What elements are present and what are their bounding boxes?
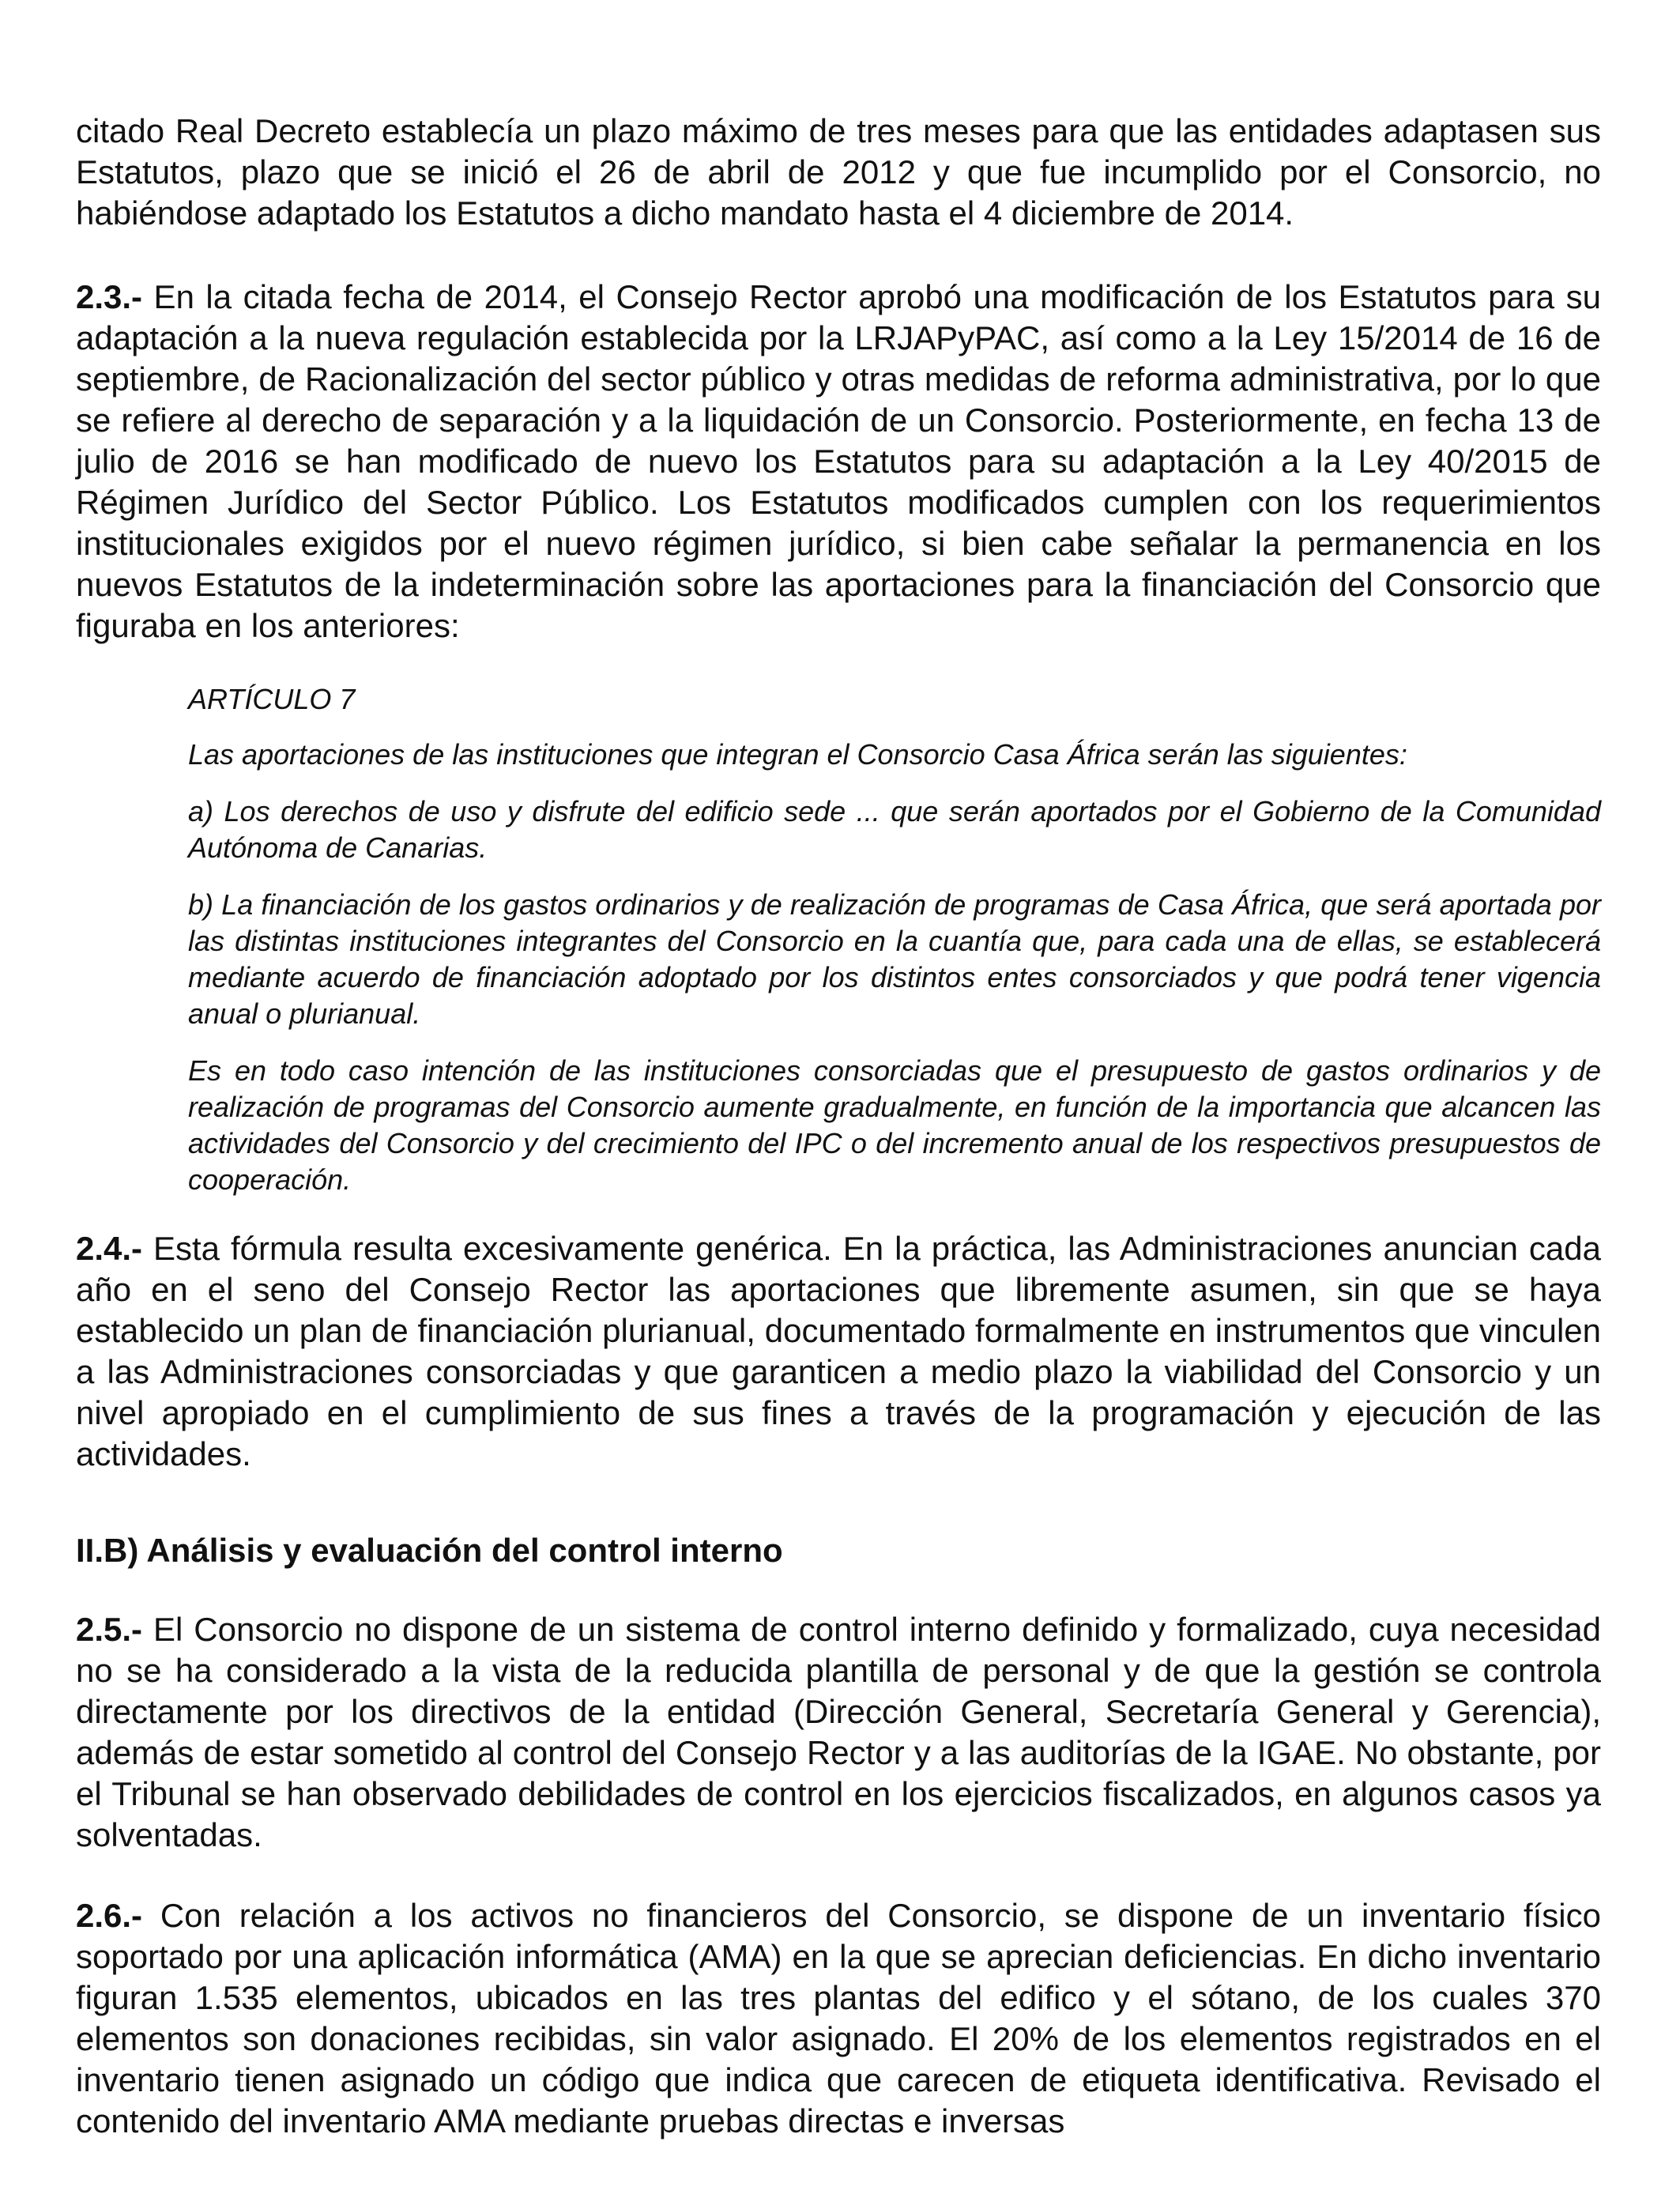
- quote-item-a: a) Los derechos de uso y disfrute del edificio sede ... que serán aportados por el Gobierno de la Comunidad Autónoma de Canarias.: [188, 795, 1601, 864]
- paragraph-2-4: [76, 1228, 1601, 1475]
- quote-article-title: ARTÍCULO 7: [188, 683, 356, 715]
- paragraph-number: 2.3.-: [76, 278, 143, 315]
- document-body: [76, 111, 1601, 2181]
- paragraph-text: El Consorcio no dispone de un sistema de control interno definido y formalizado, cuya necesidad no se ha considerado a la vista de la reducida plantilla de personal y de que la gestión se controla directamente por los directivos de la entidad (Dirección General, Secretaría General y Gerencia), además de estar sometido al control del Consejo Rector y a las auditorías de la IGAE. No obstante, por el Tribunal se han observado debilidades de control en los ejercicios fiscalizados, en algunos casos ya solventadas.: [76, 1611, 1601, 1853]
- paragraph-2-6: [76, 1895, 1601, 2142]
- quote-intro: Las aportaciones de las instituciones que integran el Consorcio Casa África serán las siguientes:: [188, 738, 1407, 771]
- paragraph-number: 2.5.-: [76, 1611, 143, 1648]
- paragraph-number: 2.4.-: [76, 1230, 143, 1267]
- paragraph-text: En la citada fecha de 2014, el Consejo Rector aprobó una modificación de los Estatutos para su adaptación a la nueva regulación establecida por la LRJAPyPAC, así como a la Ley 15/2014 de 16 de septiembre, de Racionalización del sector público y otras medidas de reforma administrativa, por lo que se refiere al derecho de separación y a la liquidación de un Consorcio. Posteriormente, en fecha 13 de julio de 2016 se han modificado de nuevo los Estatutos para su adaptación a la Ley 40/2015 de Régimen Jurídico del Sector Público. Los Estatutos modificados cumplen con los requerimientos institucionales exigidos por el nuevo régimen jurídico, si bien cabe señalar la permanencia en los nuevos Estatutos de la indeterminación sobre las aportaciones para la financiación del Consorcio que figuraba en los anteriores:: [76, 278, 1601, 644]
- paragraph-text: Esta fórmula resulta excesivamente genérica. En la práctica, las Administraciones anuncian cada año en el seno del Consejo Rector las aportaciones que libremente asumen, sin que se haya establecido un plan de financiación plurianual, documentado formalmente en instrumentos que vinculen a las Administraciones consorciadas y que garanticen a medio plazo la viabilidad del Consorcio y un nivel apropiado en el cumplimiento de sus fines a través de la programación y ejecución de las actividades.: [76, 1230, 1601, 1472]
- paragraph-continuation: [76, 111, 1601, 234]
- paragraph-text: Con relación a los activos no financieros del Consorcio, se dispone de un inventario físico soportado por una aplicación informática (AMA) en la que se aprecian deficiencias. En dicho inventario figuran 1.535 elementos, ubicados en las tres plantas del edifico y el sótano, de los cuales 370 elementos son donaciones recibidas, sin valor asignado. El 20% de los elementos registrados en el inventario tienen asignado un código que indica que carecen de etiqueta identificativa. Revisado el contenido del inventario AMA mediante pruebas directas e inversas: [76, 1897, 1601, 2139]
- quote-closing: Es en todo caso intención de las instituciones consorciadas que el presupuesto de gastos ordinarios y de realización de programas del Consorcio aumente gradualmente, en función de la importancia que alcancen las actividades del Consorcio y del crecimiento del IPC o del incremento anual de los respectivos presupuestos de cooperación.: [188, 1054, 1601, 1196]
- section-heading: II.B) Análisis y evaluación del control interno: [76, 1532, 783, 1569]
- paragraph-text: citado Real Decreto establecía un plazo máximo de tres meses para que las entidades adaptasen sus Estatutos, plazo que se inició el 26 de abril de 2012 y que fue incumplido por el Consorcio, no habiéndose adaptado los Estatutos a dicho mandato hasta el 4 diciembre de 2014.: [76, 112, 1601, 232]
- paragraph-2-3: [76, 277, 1601, 647]
- statute-quote-block: [188, 681, 1601, 1198]
- paragraph-number: 2.6.-: [76, 1897, 143, 1934]
- paragraph-2-5: [76, 1609, 1601, 1856]
- quote-item-b: b) La financiación de los gastos ordinarios y de realización de programas de Casa África, que será aportada por las distintas instituciones integrantes del Consorcio en la cuantía que, para cada una de ellas, se establecerá mediante acuerdo de financiación adoptado por los distintos entes consorciados y que podrá tener vigencia anual o plurianual.: [188, 888, 1601, 1030]
